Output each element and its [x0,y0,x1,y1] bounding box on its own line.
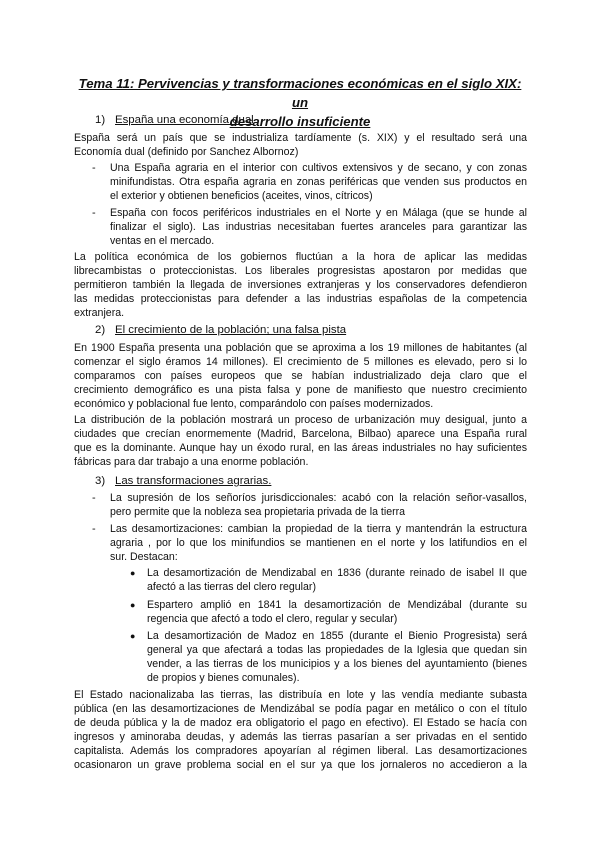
section-2-label: El crecimiento de la población; una falsa pista [115,324,347,336]
s1-para-line-5: extranjera. [74,307,125,319]
s3-subitem-2-line-2: regencia que afectó a todo el clero, regular y secular) [147,613,398,625]
s2-para2-line-2: ciudades que crecían enormemente (Madrid, Barcelona, Bilbao) aparece una España rural [74,428,527,440]
s1-item-2-marker: - [92,207,96,219]
s1-item-2-line-3: ventas en el mercado. [110,235,215,247]
s3-item-1-marker: - [92,492,96,504]
s3-subitem-2-line-1: Espartero amplió en 1841 la desamortización de Mendizábal (durante su [147,599,527,611]
s3-item-1-line-2: pero permite que la nobleza sea propietaria privada de la tierra [110,506,406,518]
s2-para1-line-3: comparamos con países europeos que se habían industrializado deja claro que el [74,370,527,382]
section-1-label: España una economía dual [115,114,254,126]
s3-para-line-4: ingresos y aminoraba deudas, y además las tierras pasarían a ser privadas en el sentido [74,731,527,743]
section-1-heading [95,113,254,127]
s1-item-2-line-1: España con focos periféricos industriales en el Norte y en Málaga (que se hunde al [110,207,527,219]
section-3-label: Las transformaciones agrarias. [115,475,272,487]
section-2-number: 2) [95,324,106,336]
s2-para2-line-3: que es la dominante. Aunque hay un éxodo rural, en las áreas industriales no hay suficientes [74,442,527,454]
s1-para-line-3: permitieron también la llegada de inversiones extranjeras y los conservadores defendieron [74,279,527,291]
s1-para-line-2: librecambistas o proteccionistas. Los liberales progresistas apostaron por medidas que [74,265,527,277]
s1-intro-line-1: España será un país que se industrializa tardíamente (s. XIX) y el resultado será una [74,132,527,144]
s1-intro-line-2: Economía dual (definido por Sanchez Albornoz) [74,146,299,158]
s3-para-line-3: de deuda pública y la de madoz era obligatorio el pago en efectivo). El Estado se hacía con [74,717,527,729]
s3-para-line-2: pública (en las desamortizaciones de Mendizábal se podía pagar en metálico o con el título [74,703,527,715]
section-2-heading [95,323,346,337]
title-line-1: Tema 11: Pervivencias y transformaciones económicas en el siglo XIX: un [78,76,522,110]
s3-subitem-1-marker: ● [130,568,136,578]
s3-subitem-3-line-2: general ya que afectará a todas las propiedades de la Iglesia que quedan sin [147,644,527,656]
s1-item-1-marker: - [92,162,96,174]
s3-para-line-1: El Estado nacionalizaba las tierras, las distribuía en lote y las vendía mediante subasta [74,689,527,701]
s3-para-line-6: ocasionaron un grave problema social en el sur ya que los jornaleros no accedieron a la [74,759,527,771]
s3-subitem-3-line-1: La desamortización de Madoz en 1855 (durante el Bienio Progresista) será [147,630,527,642]
s3-subitem-1-line-2: afectó a las tierras del clero regular) [147,581,316,593]
s3-item-1-line-1: La supresión de los señoríos jurisdiccionales: acabó con la relación señor-vasallos, [110,492,527,504]
s3-item-2-line-2: agraria , por lo que los minifundios se mantienen en el norte y los latifundios en el [110,537,527,549]
s1-para-line-4: las medidas proteccionistas para defender a las industrias españolas de la competencia [74,293,527,305]
s2-para1-line-1: En 1900 España presenta una población que se aproxima a los 19 millones de habitantes (al [74,342,527,354]
s2-para2-line-1: La distribución de la población mostrará un proceso de urbanización muy desigual, junto a [74,414,527,426]
s1-para-line-1: La política económica de los gobiernos fluctúan a la hora de aplicar las medidas [74,251,527,263]
s2-para1-line-5: económico y poblacional fue lento, comparándolo con países modernizados. [74,398,434,410]
s3-para-line-5: capitalista. Además los compradores apoyarían al régimen liberal. Las desamortizaciones [74,745,527,757]
section-3-number: 3) [95,475,106,487]
section-3-heading [95,474,271,488]
s3-subitem-3-line-4: de propios y bienes comunales). [147,672,300,684]
s2-para1-line-4: crecimiento demográfico es una pista falsa y pone de manifiesto que nuestro crecimiento [74,384,527,396]
s3-subitem-3-line-3: vender, a las tierras de los municipios y a los bienes del ayuntamiento (bienes [147,658,527,670]
s1-item-1-line-1: Una España agraria en el interior con cultivos extensivos y de secano, y con zonas [110,162,527,174]
s3-subitem-1-line-1: La desamortización de Mendizabal en 1836 (durante reinado de isabel II que [147,567,527,579]
s1-item-1-line-2: minifundistas. Otra españa agraria en zonas periféricas que venden sus productos en [110,176,527,188]
s3-item-2-marker: - [92,523,96,535]
s2-para2-line-4: fábricas para dar trabajo a una enorme población. [74,456,309,468]
title-line-2: desarrollo insuficiente [229,114,371,129]
s2-para1-line-2: comenzar el siglo éramos 14 millones). El crecimiento de 5 millones es elevado, pero si lo [74,356,527,368]
section-1-number: 1) [95,114,106,126]
s3-subitem-2-marker: ● [130,600,136,610]
s1-item-1-line-3: el exterior y obtienen beneficios (aceites, vinos, cítricos) [110,190,373,202]
s3-item-2-line-1: Las desamortizaciones: cambian la propiedad de la tierra y mantendrán la estructura [110,523,527,535]
s1-item-2-line-2: finalizar el siglo). Las industrias necesitaban fuertes aranceles para garantizar las [110,221,527,233]
s3-item-2-line-3: sur. Destacan: [110,551,178,563]
s3-subitem-3-marker: ● [130,631,136,641]
